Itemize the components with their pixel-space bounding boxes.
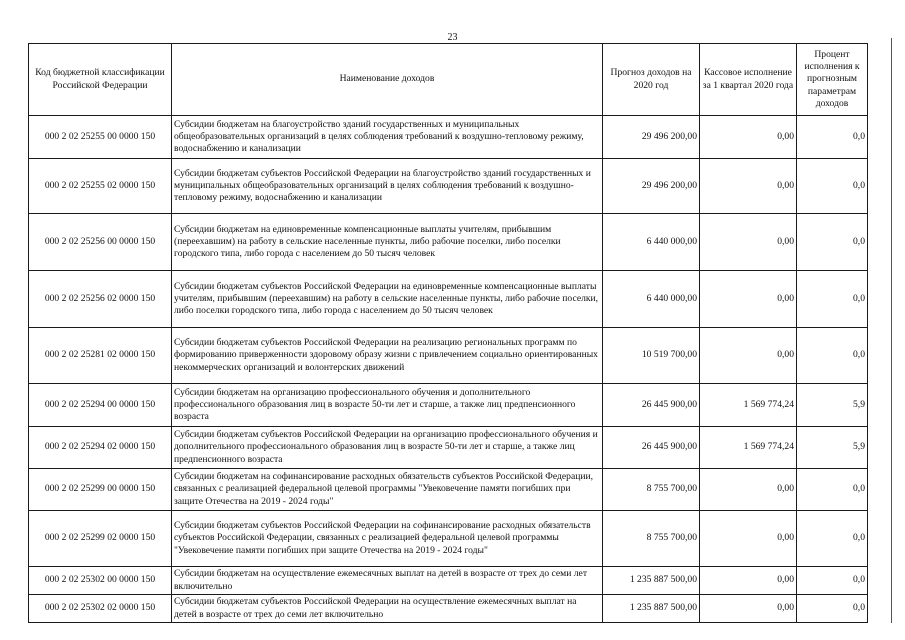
table-row [29,159,868,214]
row-name: Субсидии бюджетам на благоустройство зданий государственных и муниципальных общеобразовательных организаций в целях соблюдения требований к воздушно-тепловому режиму, водоснабжению и канализации [172,116,603,159]
row-forecast: 1 235 887 500,00 [603,567,700,595]
row-percent: 0,0 [797,159,868,214]
page-edge-line [891,38,892,623]
row-cash: 0,00 [700,214,797,271]
row-code: 000 2 02 25302 00 0000 150 [29,567,172,595]
row-code: 000 2 02 25299 02 0000 150 [29,511,172,567]
row-code: 000 2 02 25299 00 0000 150 [29,469,172,511]
row-forecast: 6 440 000,00 [603,214,700,271]
row-code: 000 2 02 25256 00 0000 150 [29,214,172,271]
row-forecast: 6 440 000,00 [603,271,700,328]
table-row [29,384,868,427]
header-cash: Кассовое исполнение за 1 квартал 2020 года [700,44,797,116]
row-code: 000 2 02 25302 02 0000 150 [29,595,172,623]
row-name: Субсидии бюджетам субъектов Российской Федерации на осуществление ежемесячных выплат на детей в возрасте от трех до семи лет включительно [172,595,603,623]
row-percent: 5,9 [797,384,868,427]
row-name: Субсидии бюджетам на единовременные компенсационные выплаты учителям, прибывшим (переехавшим) на работу в сельские населенные пункты, либо рабочие поселки, либо поселки городского типа, либо города с населением до 50 тысяч человек [172,214,603,271]
row-name: Субсидии бюджетам субъектов Российской Федерации на организацию профессионального обучения и дополнительного профессионального образования лиц в возрасте 50-ти лет и старше, а также лиц предпенсионного возраста [172,427,603,469]
row-cash: 0,00 [700,271,797,328]
row-cash: 0,00 [700,328,797,384]
header-percent: Процент исполнения к прогнозным параметрам доходов [797,44,868,116]
row-percent: 0,0 [797,116,868,159]
row-forecast: 8 755 700,00 [603,469,700,511]
row-name: Субсидии бюджетам субъектов Российской Федерации на благоустройство зданий государственных и муниципальных общеобразовательных организаций в целях соблюдения требований к воздушно-тепловому режиму, водоснабжению и канализации [172,159,603,214]
header-code: Код бюджетной классификации Российской Федерации [29,44,172,116]
row-forecast: 26 445 900,00 [603,427,700,469]
row-name: Субсидии бюджетам субъектов Российской Федерации на реализацию региональных программ по формированию приверженности здоровому образу жизни с привлечением социально ориентированных некоммерческих организаций и волонтерских движений [172,328,603,384]
table-row [29,469,868,511]
row-percent: 0,0 [797,469,868,511]
row-name: Субсидии бюджетам на софинансирование расходных обязательств субъектов Российской Федерации, связанных с реализацией федеральной целевой программы "Увековечение памяти погибших при защите Отечества на 2019 - 2024 годы" [172,469,603,511]
row-name: Субсидии бюджетам на организацию профессионального обучения и дополнительного профессионального образования лиц в возрасте 50-ти лет и старше, а также лиц предпенсионного возраста [172,384,603,427]
row-cash: 1 569 774,24 [700,427,797,469]
row-cash: 0,00 [700,511,797,567]
row-forecast: 29 496 200,00 [603,116,700,159]
row-cash: 1 569 774,24 [700,384,797,427]
row-code: 000 2 02 25255 02 0000 150 [29,159,172,214]
header-forecast: Прогноз доходов на 2020 год [603,44,700,116]
row-cash: 0,00 [700,469,797,511]
page-number: 23 [447,32,458,43]
table-row [29,214,868,271]
row-forecast: 10 519 700,00 [603,328,700,384]
row-percent: 0,0 [797,214,868,271]
row-percent: 5,9 [797,427,868,469]
row-cash: 0,00 [700,567,797,595]
table-row [29,427,868,469]
row-name: Субсидии бюджетам субъектов Российской Федерации на единовременные компенсационные выплаты учителям, прибывшим (переехавшим) на работу в сельские населенные пункты, либо рабочие поселки, либо поселки городского типа, либо города с населением до 50 тысяч человек [172,271,603,328]
row-percent: 0,0 [797,271,868,328]
revenue-table [28,43,868,623]
row-percent: 0,0 [797,328,868,384]
table-row [29,328,868,384]
row-code: 000 2 02 25256 02 0000 150 [29,271,172,328]
row-percent: 0,0 [797,595,868,623]
table-row [29,511,868,567]
row-percent: 0,0 [797,567,868,595]
table-row [29,595,868,623]
table-header-row [29,44,868,116]
header-name: Наименование доходов [172,44,603,116]
row-forecast: 26 445 900,00 [603,384,700,427]
row-forecast: 8 755 700,00 [603,511,700,567]
row-cash: 0,00 [700,595,797,623]
row-code: 000 2 02 25294 00 0000 150 [29,384,172,427]
row-cash: 0,00 [700,116,797,159]
table-row [29,271,868,328]
row-percent: 0,0 [797,511,868,567]
row-name: Субсидии бюджетам на осуществление ежемесячных выплат на детей в возрасте от трех до семи лет включительно [172,567,603,595]
row-forecast: 29 496 200,00 [603,159,700,214]
table-row [29,116,868,159]
row-code: 000 2 02 25294 02 0000 150 [29,427,172,469]
table-row [29,567,868,595]
row-code: 000 2 02 25255 00 0000 150 [29,116,172,159]
row-forecast: 1 235 887 500,00 [603,595,700,623]
row-cash: 0,00 [700,159,797,214]
row-code: 000 2 02 25281 02 0000 150 [29,328,172,384]
row-name: Субсидии бюджетам субъектов Российской Федерации на софинансирование расходных обязательств субъектов Российской Федерации, связанных с реализацией федеральной целевой программы "Увековечение памяти погибших при защите Отечества на 2019 - 2024 годы" [172,511,603,567]
